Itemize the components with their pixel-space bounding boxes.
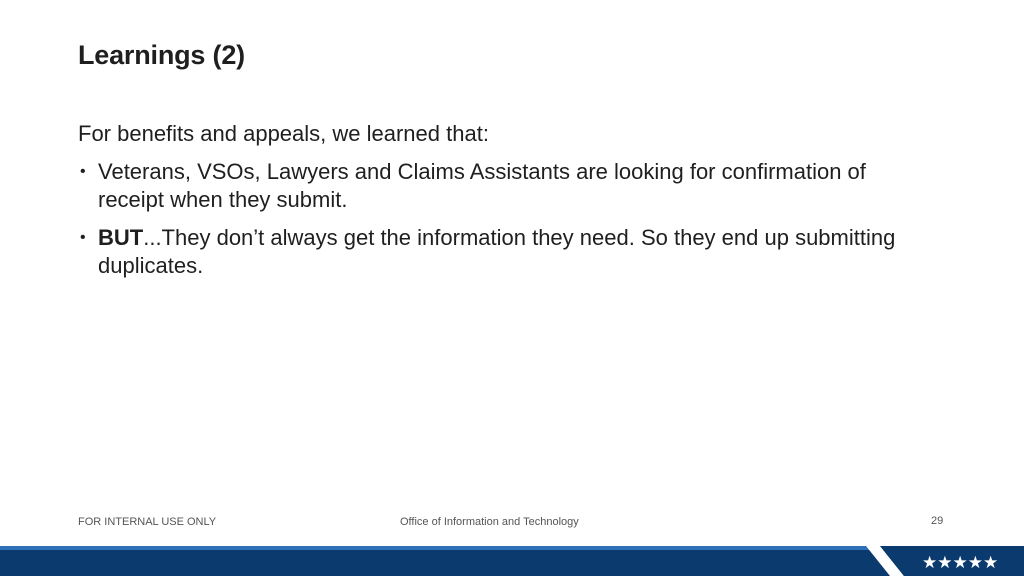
bullet-icon: • bbox=[80, 163, 86, 180]
bullet-bold-lead: BUT bbox=[98, 225, 144, 250]
bullet-text: ...They don’t always get the information they need. So they end up submitting duplicates. bbox=[98, 225, 896, 278]
bullet-icon: • bbox=[80, 229, 86, 246]
stars-icon: ★★★★★ bbox=[922, 553, 999, 573]
footer-band bbox=[0, 546, 1024, 576]
intro-text: For benefits and appeals, we learned that: bbox=[78, 121, 489, 146]
slide-title: Learnings (2) bbox=[78, 40, 245, 70]
page-number: 29 bbox=[931, 515, 944, 527]
bullet-item bbox=[78, 158, 928, 214]
footer-office: Office of Information and Technology bbox=[400, 516, 579, 528]
bullet-item bbox=[78, 224, 928, 280]
bullet-list bbox=[78, 158, 928, 290]
footer-band-dark bbox=[0, 550, 1024, 576]
footer-classification: FOR INTERNAL USE ONLY bbox=[78, 516, 217, 528]
bullet-text: Veterans, VSOs, Lawyers and Claims Assistants are looking for confirmation of receipt when they submit. bbox=[98, 159, 866, 212]
